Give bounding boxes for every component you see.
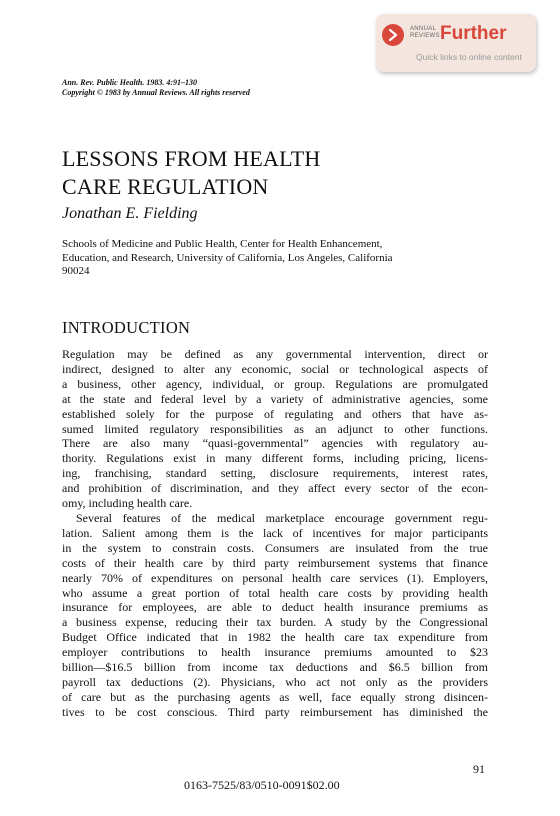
body-line: Several features of the medical marketplace encourage government regu- <box>76 510 488 525</box>
body-line: employer contributions to health insurance premiums amounted to $23 <box>62 645 488 660</box>
body-line: thority. Regulations exist in many different forms, including pricing, licens- <box>62 451 488 466</box>
journal-header <box>62 78 250 98</box>
body-line: of care but as the purchasing agents as well, face equally strong disincen- <box>62 689 488 704</box>
body-line: costs of their health care by third party reimbursement systems that finance <box>62 555 488 570</box>
journal-citation: Ann. Rev. Public Health. 1983. 4:91–130 <box>62 78 198 87</box>
body-line: omy, including health care. <box>62 496 193 511</box>
body-line: payroll tax deductions (2). Physicians, who act not only as the providers <box>62 674 488 689</box>
body-line: a business, other agency, individual, or group. Regulations are promulgated <box>62 376 488 391</box>
affiliation-line: 90024 <box>62 265 90 277</box>
body-line: indirect, designed to alter any economic, social or technological aspects of <box>62 361 488 376</box>
body-line: There are also many “quasi-governmental” agencies with regulatory au- <box>62 436 488 451</box>
body-line: nearly 70% of expenditures on personal health care services (1). Employers, <box>62 570 488 585</box>
section-heading: INTRODUCTION <box>62 318 191 337</box>
body-line: a business expense, reducing their tax burden. A study by the Congressional <box>62 615 488 630</box>
body-line: at the state and federal level by a variety of administrative agencies, some <box>62 391 488 406</box>
body-line: Regulation may be defined as any governmental intervention, direct or <box>62 347 488 361</box>
chevron-right-icon <box>382 24 404 46</box>
further-banner[interactable] <box>376 14 536 72</box>
body-line: tives to be cost conscious. Third party reimbursement has diminished the <box>62 704 488 719</box>
title-line: LESSONS FROM HEALTH <box>62 146 321 171</box>
body-line: insurance for employees, are able to deduct health insurance premiums as <box>62 600 488 615</box>
affiliation-line: Education, and Research, University of California, Los Angeles, California <box>62 251 393 264</box>
affiliation <box>62 238 492 279</box>
body-line: ing, franchising, standard setting, disclosure requirements, interest rates, <box>62 466 488 481</box>
body-line: in the system to constrain costs. Consumers are insulated from the true <box>62 540 488 555</box>
body-line: who assume a great portion of total health care costs by providing health <box>62 585 488 600</box>
body-line: Budget Office indicated that in 1982 the health care tax expenditure from <box>62 630 488 645</box>
copyright-notice: Copyright © 1983 by Annual Reviews. All rights reserved <box>62 88 250 97</box>
body-line: billion—$16.5 billion from income tax deductions and $6.5 billion from <box>62 660 488 675</box>
body-line: and prohibition of discrimination, and they affect every sector of the econ- <box>62 481 488 496</box>
affiliation-line: Schools of Medicine and Public Health, Center for Health Enhancement, <box>62 238 383 250</box>
body-line: lation. Salient among them is the lack of incentives for major participants <box>62 525 488 540</box>
body-line: established solely for the purpose of regulating and others that have as- <box>62 406 488 421</box>
quick-links-text: Quick links to online content <box>416 52 522 62</box>
further-label: Further <box>440 23 507 44</box>
annual-reviews-logo <box>410 26 440 40</box>
body-text <box>62 347 488 720</box>
article-title <box>62 145 320 201</box>
footer-code: 0163-7525/83/0510-0091$02.00 <box>184 778 340 792</box>
author-name: Jonathan E. Fielding <box>62 205 198 222</box>
title-line: CARE REGULATION <box>62 174 269 199</box>
page-number: 91 <box>473 762 485 776</box>
body-line: sumed limited regulatory responsibilities as an adjunct to other functions. <box>62 421 488 436</box>
brand-line-2: REVIEWS <box>410 33 440 39</box>
brand-line-1: ANNUAL <box>410 26 437 32</box>
